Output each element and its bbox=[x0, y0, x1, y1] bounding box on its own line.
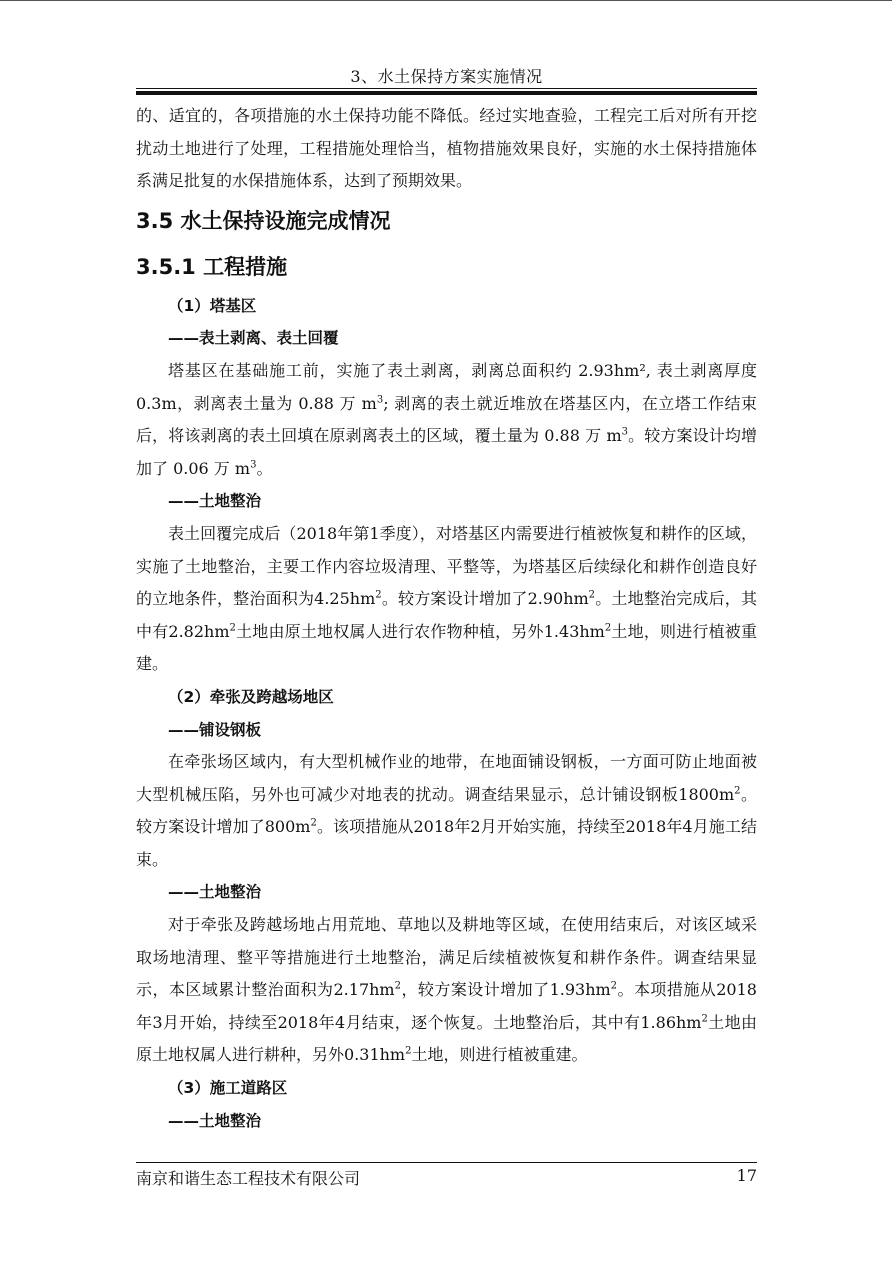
section-heading-3-5: 3.5 水土保持设施完成情况 bbox=[136, 208, 391, 233]
measure-steel-plate: ——铺设钢板 bbox=[168, 720, 262, 739]
header-rule-thick bbox=[136, 91, 757, 95]
subsection-tension-field: （2）牵张及跨越场地区 bbox=[168, 687, 334, 706]
measure-land-reclamation-3: ——土地整治 bbox=[168, 1111, 262, 1130]
page-number: 17 bbox=[736, 1166, 757, 1185]
page-body bbox=[136, 100, 757, 1137]
header-rule-thin bbox=[136, 88, 757, 89]
measure-land-reclamation-2: ——土地整治 bbox=[168, 883, 262, 902]
footer-rule bbox=[136, 1162, 757, 1163]
measure-topsoil: ——表土剥离、表土回覆 bbox=[168, 329, 339, 348]
subsection-tower-base: （1）塔基区 bbox=[168, 296, 257, 315]
subsection-construction-road: （3）施工道路区 bbox=[168, 1079, 288, 1098]
paragraph-intro: 的、适宜的，各项措施的水土保持功能不降低。经过实地查验，工程完工后对所有开挖扰动土地进行了处理，工程措施处理恰当，植物措施效果良好，实施的水土保持措施体系满足批复的水保措施体系，达到了预期效果。 bbox=[136, 106, 757, 191]
running-header: 3、水土保持方案实施情况 bbox=[350, 67, 543, 86]
footer-company: 南京和谐生态工程技术有限公司 bbox=[136, 1169, 361, 1188]
page-top-edge bbox=[0, 0, 892, 1]
section-heading-3-5-1: 3.5.1 工程措施 bbox=[136, 254, 288, 279]
paragraph-topsoil: 塔基区在基础施工前，实施了表土剥离，剥离总面积约 2.93hm², 表土剥离厚度 0.3m，剥离表土量为 0.88 万 $m^3$; 剥离的表土就近堆放在塔基区内，在立塔工作结束后，将该剥离的表土回填在原剥离表土的区域，覆土量为 0.88 万 $m^3$。较方案设计均增加了 0.06 万 $m^3$。 bbox=[136, 360, 757, 478]
paragraph-land-reclamation-1: 表土回覆完成后（2018年第1季度），对塔基区内需要进行植被恢复和耕作的区域，实施了土地整治，主要工作内容垃圾清理、平整等，为塔基区后续绿化和耕作创造良好的立地条件，整治面积为$4.25hm^2$。较方案设计增加了$2.90hm^2$。土地整治完成后，其中有$2.82hm^2$土地由原土地权属人进行农作物种植，另外$1.43hm^2$土地，则进行植被重建。 bbox=[136, 523, 757, 674]
paragraph-land-reclamation-2: 对于牵张及跨越场地占用荒地、草地以及耕地等区域，在使用结束后，对该区域采取场地清理、整平等措施进行土地整治，满足后续植被恢复和耕作条件。调查结果显示，本区域累计整治面积为$2.17hm^2$，较方案设计增加了$1.93hm^2$。本项措施从2018年3月开始，持续至2018年4月结束，逐个恢复。土地整治后，其中有$1.86hm^2$土地由原土地权属人进行耕种，另外$0.31hm^2$土地，则进行植被重建。 bbox=[136, 915, 757, 1065]
paragraph-steel-plate: 在牵张场区域内，有大型机械作业的地带，在地面铺设钢板，一方面可防止地面被大型机械压陷，另外也可减少对地表的扰动。调查结果显示，总计铺设钢板$1800m^2$。较方案设计增加了$800m^2$。该项措施从2018年2月开始实施，持续至2018年4月施工结束。 bbox=[136, 752, 757, 869]
measure-land-reclamation-1: ——土地整治 bbox=[168, 492, 262, 511]
